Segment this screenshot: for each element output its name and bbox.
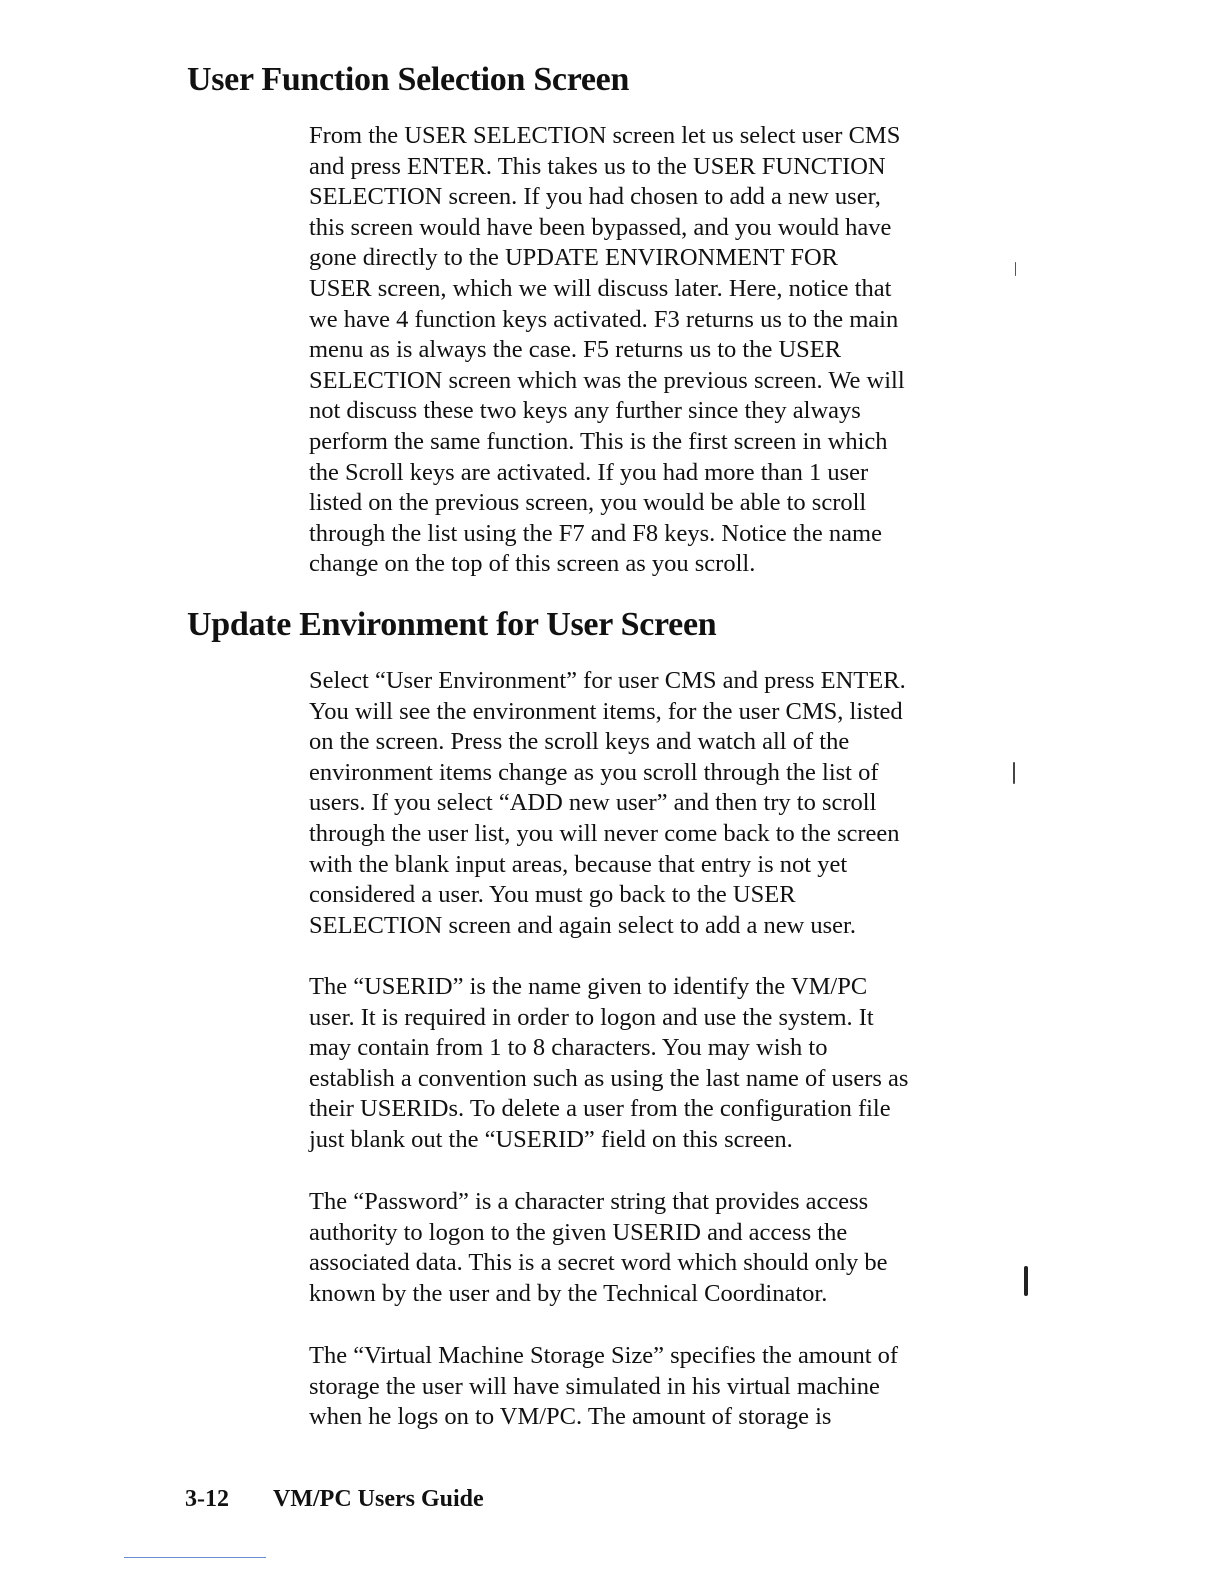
text-line: Select “User Environment” for user CMS and press ENTER. — [309, 667, 906, 694]
text-line: not discuss these two keys any further since they always — [309, 397, 861, 425]
text-line: SELECTION screen. If you had chosen to add a new user, — [309, 183, 881, 211]
text-line: and press ENTER. This takes us to the USER FUNCTION — [309, 152, 886, 180]
section-heading-user-function-selection: User Function Selection Screen — [187, 61, 630, 98]
text-line: SELECTION screen which was the previous screen. We will — [309, 366, 905, 394]
text-line: users. If you select “ADD new user” and then try to scroll — [309, 789, 877, 817]
text-line: their USERIDs. To delete a user from the configuration file — [309, 1095, 891, 1123]
text-line: gone directly to the UPDATE ENVIRONMENT FOR — [309, 244, 838, 272]
text-line: user. It is required in order to logon and use the system. It — [309, 1003, 874, 1031]
text-line: USER screen, which we will discuss later. Here, notice that — [309, 274, 892, 302]
text-line: The “Password” is a character string that provides access — [309, 1188, 869, 1215]
text-line: You will see the environment items, for the user CMS, listed — [309, 697, 903, 725]
text-line: through the user list, you will never come back to the screen — [309, 819, 900, 847]
text-line: on the screen. Press the scroll keys and watch all of the — [309, 728, 850, 756]
text-line: with the blank input areas, because that entry is not yet — [309, 850, 848, 878]
text-line: menu as is always the case. F5 returns us to the USER — [309, 336, 842, 364]
text-line: just blank out the “USERID” field on this screen. — [309, 1125, 793, 1153]
text-line: known by the user and by the Technical Coordinator. — [309, 1279, 828, 1307]
text-line: through the list using the F7 and F8 keys. Notice the name — [309, 519, 882, 547]
text-line: listed on the previous screen, you would be able to scroll — [309, 489, 867, 517]
book-title: VM/PC Users Guide — [273, 1486, 484, 1512]
text-line: the Scroll keys are activated. If you had more than 1 user — [309, 458, 869, 486]
paragraph-user-function-selection — [309, 121, 999, 580]
margin-change-bar — [1015, 262, 1016, 276]
scan-edge-rule — [124, 1557, 266, 1558]
paragraph-userid — [309, 972, 999, 1156]
text-line: may contain from 1 to 8 characters. You may wish to — [309, 1034, 828, 1062]
text-line: change on the top of this screen as you scroll. — [309, 550, 756, 578]
text-line: establish a convention such as using the last name of users as — [309, 1064, 909, 1092]
text-line: environment items change as you scroll through the list of — [309, 758, 879, 786]
margin-change-bar — [1024, 1266, 1028, 1296]
text-line: perform the same function. This is the first screen in which — [309, 427, 888, 455]
paragraph-storage-size — [309, 1341, 999, 1433]
text-line: when he logs on to VM/PC. The amount of storage is — [309, 1403, 832, 1431]
text-line: this screen would have been bypassed, and you would have — [309, 213, 892, 241]
paragraph-update-environment-intro — [309, 666, 999, 941]
margin-change-bar — [1013, 762, 1015, 784]
text-line: storage the user will have simulated in his virtual machine — [309, 1372, 880, 1400]
text-line: From the USER SELECTION screen let us select user CMS — [309, 122, 901, 149]
text-line: The “Virtual Machine Storage Size” specifies the amount of — [309, 1342, 899, 1369]
text-line: authority to logon to the given USERID and access the — [309, 1218, 848, 1246]
text-line: we have 4 function keys activated. F3 returns us to the main — [309, 305, 899, 333]
page-number: 3-12 — [185, 1486, 229, 1512]
text-line: The “USERID” is the name given to identify the VM/PC — [309, 973, 868, 1000]
section-heading-update-environment: Update Environment for User Screen — [187, 606, 717, 643]
paragraph-password — [309, 1187, 999, 1309]
text-line: associated data. This is a secret word which should only be — [309, 1249, 888, 1277]
text-line: SELECTION screen and again select to add a new user. — [309, 911, 856, 939]
text-line: considered a user. You must go back to the USER — [309, 881, 796, 909]
page-footer — [185, 1484, 484, 1514]
